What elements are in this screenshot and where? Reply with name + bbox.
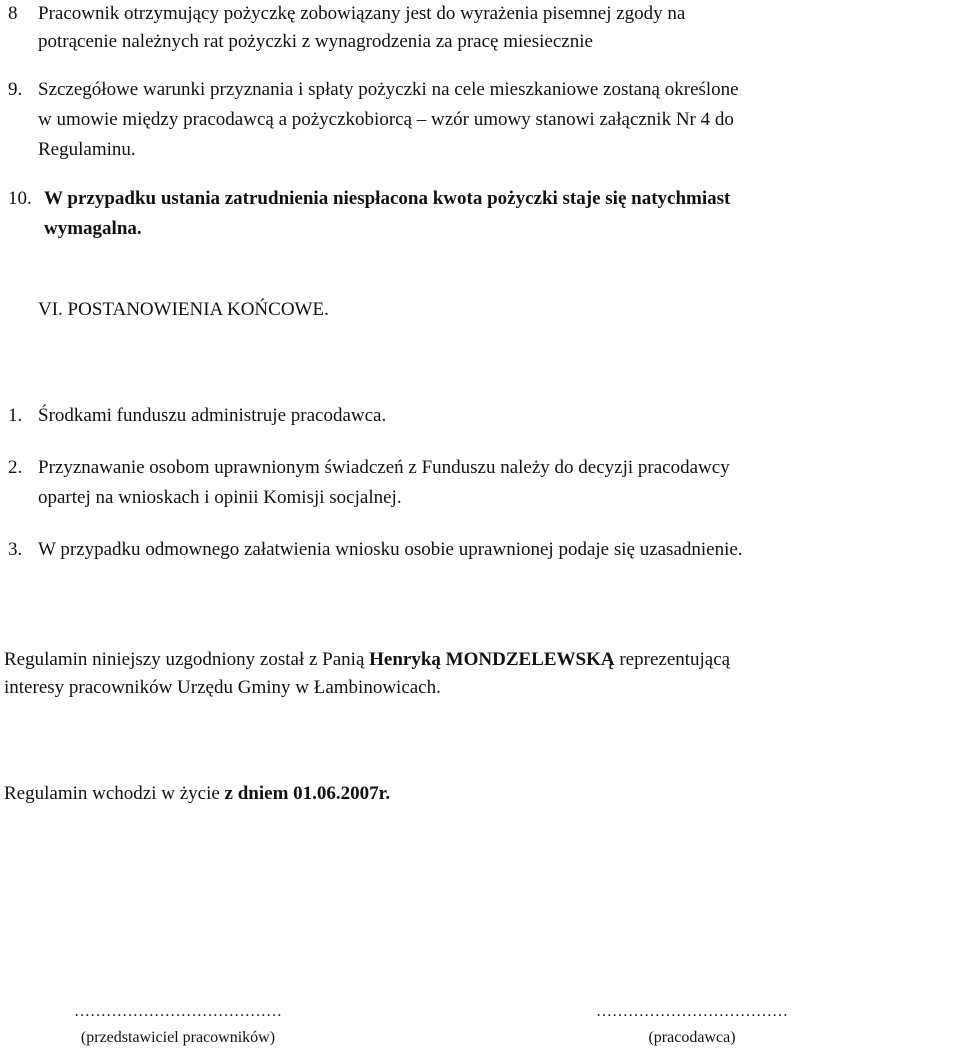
agreement-text: reprezentującą: [614, 649, 731, 670]
item-text-line: potrącenie należnych rat pożyczki z wynagrodzenia za pracę miesiecznie: [38, 31, 593, 52]
item-text: W przypadku odmownego załatwienia wniosku osobie uprawnionej podaje się uzasadnienie.: [38, 539, 743, 560]
item-text-line: W przypadku ustania zatrudnienia niespłacona kwota pożyczki staje się natychmiast: [44, 188, 731, 209]
section-heading: VI. POSTANOWIENIA KOŃCOWE.: [38, 299, 329, 320]
item-text-line: opartej na wnioskach i opinii Komisji socjalnej.: [38, 487, 402, 508]
item-text-line: [38, 0, 950, 28]
item-8: [0, 0, 960, 56]
effective-date: [4, 780, 390, 808]
representative-name: Henryką MONDZELEWSKĄ: [369, 649, 615, 670]
item-text-line: Regulaminu.: [38, 139, 136, 160]
signature-right: [596, 1002, 788, 1048]
item-number: 3.: [8, 539, 23, 560]
final-item-3: [0, 536, 960, 564]
signature-line: …………………………………: [74, 1003, 282, 1020]
agreement-paragraph: [4, 646, 954, 706]
item-number: 2.: [8, 457, 23, 478]
effective-text: Regulamin wchodzi w życie: [4, 783, 225, 804]
item-number: 9.: [8, 79, 23, 100]
effective-date-value: z dniem 01.06.2007r.: [224, 783, 391, 804]
agreement-text: Regulamin niniejszy uzgodniony został z Panią: [4, 649, 370, 670]
agreement-line-2: interesy pracowników Urzędu Gminy w Łambinowicach.: [4, 677, 441, 698]
signature-left: [74, 1002, 282, 1048]
item-number: 8: [8, 3, 18, 24]
item-text-line: wymagalna.: [44, 218, 142, 239]
item-text: Środkami funduszu administruje pracodawca.: [38, 405, 387, 426]
item-number: 1.: [8, 405, 23, 426]
final-item-2: [0, 454, 960, 514]
signature-label: (przedstawiciel pracowników): [80, 1029, 276, 1046]
item-text-line: Szczegółowe warunki przyznania i spłaty pożyczki na cele mieszkaniowe zostaną określone: [38, 79, 739, 100]
item-9: [0, 76, 960, 160]
item-10: [0, 185, 960, 245]
final-item-1: [0, 402, 960, 430]
signature-line: ………………………………: [596, 1003, 788, 1020]
item-text-line: Przyznawanie osobom uprawnionym świadczeń z Funduszu należy do decyzji pracodawcy: [38, 457, 730, 478]
agreement-line-1: [4, 646, 730, 674]
item-text-line: w umowie między pracodawcą a pożyczkobiorcą – wzór umowy stanowi załącznik Nr 4 do: [38, 109, 734, 130]
item-text: Pracownik otrzymujący pożyczkę zobowiązany jest do wyrażenia pisemnej zgody na: [38, 3, 686, 24]
item-number: 10.: [8, 188, 32, 209]
signature-label: (pracodawca): [648, 1029, 736, 1046]
